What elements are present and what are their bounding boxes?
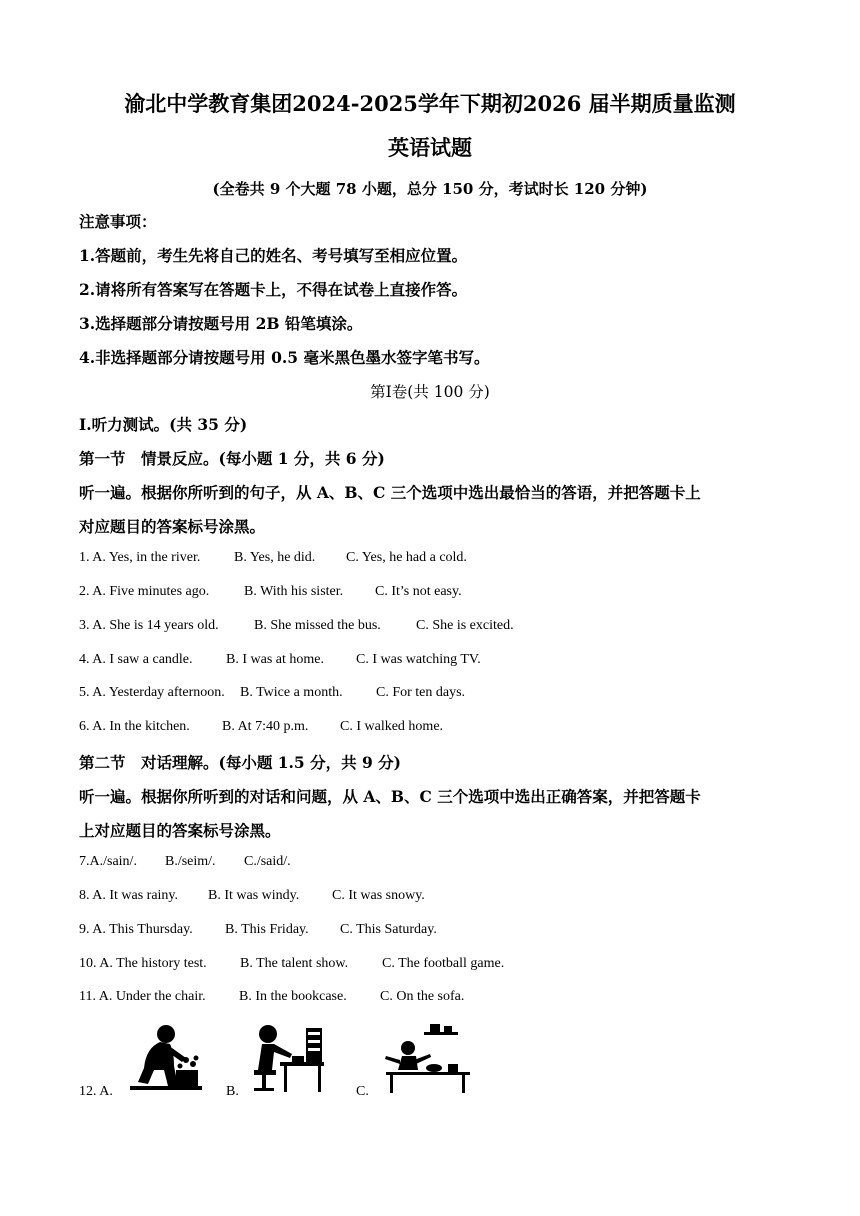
question-7 xyxy=(79,854,291,870)
option-c: C. She is excited. xyxy=(416,618,514,633)
option-b: B. She missed the bus. xyxy=(254,618,381,633)
option-b: B. With his sister. xyxy=(244,584,344,599)
sec1-instruction-cont: 对应题目的答案标号涂黑。 xyxy=(79,517,266,536)
option-b: B. Twice a month. xyxy=(240,685,343,700)
option-a: 2. A. Five minutes ago. xyxy=(79,584,210,599)
listening-section-title: Ⅰ.听力测试。(共 35 分) xyxy=(79,415,248,434)
option-c: C. The football game. xyxy=(382,956,505,971)
notice-item: 2.请将所有答案写在答题卡上，不得在试卷上直接作答。 xyxy=(79,280,468,299)
option-b: B. This Friday. xyxy=(225,922,309,937)
person-studying-icon xyxy=(244,1022,328,1096)
question-5 xyxy=(79,685,465,701)
option-c: C. It was snowy. xyxy=(332,888,425,903)
option-c: C. On the sofa. xyxy=(380,989,465,1004)
question-10 xyxy=(79,956,504,972)
question-6 xyxy=(79,719,443,735)
option-a: 5. A. Yesterday afternoon. xyxy=(79,685,225,700)
option-c: C. This Saturday. xyxy=(340,922,437,937)
option-a: 1. A. Yes, in the river. xyxy=(79,550,201,565)
option-a: 7.A./sain/. xyxy=(79,854,137,869)
option-b: B. I was at home. xyxy=(226,652,324,667)
part1-heading: 第Ⅰ卷(共 100 分) xyxy=(370,383,490,401)
question-3 xyxy=(79,618,514,634)
q12-label-c: C. xyxy=(356,1084,369,1099)
option-c: C. For ten days. xyxy=(376,685,466,700)
option-b: B. It was windy. xyxy=(208,888,300,903)
question-11 xyxy=(79,989,464,1005)
question-8 xyxy=(79,888,425,904)
sec2-instruction-cont: 上对应题目的答案标号涂黑。 xyxy=(79,821,281,840)
option-b: B./seim/. xyxy=(165,854,216,869)
option-b: B. At 7:40 p.m. xyxy=(222,719,309,734)
notice-item: 3.选择题部分请按题号用 2B 铅笔填涂。 xyxy=(79,314,363,333)
option-a: 3. A. She is 14 years old. xyxy=(79,618,219,633)
option-a: 9. A. This Thursday. xyxy=(79,922,193,937)
q12-label-b: B. xyxy=(226,1084,239,1099)
notice-heading: 注意事项： xyxy=(79,212,157,231)
option-b: B. Yes, he did. xyxy=(234,550,316,565)
subject-title: 英语试题 xyxy=(388,135,472,160)
option-a: 10. A. The history test. xyxy=(79,956,207,971)
person-cooking-icon xyxy=(378,1020,476,1096)
option-b: B. The talent show. xyxy=(240,956,349,971)
exam-info: (全卷共 9 个大题 78 小题，总分 150 分，考试时长 120 分钟) xyxy=(212,180,648,198)
question-1 xyxy=(79,550,467,566)
sec2-instruction: 听一遍。根据你所听到的对话和问题，从 A、B、C 三个选项中选出正确答案，并把答题卡 xyxy=(79,787,701,806)
option-c: C. It’s not easy. xyxy=(375,584,462,599)
option-a: 8. A. It was rainy. xyxy=(79,888,179,903)
question-2 xyxy=(79,584,462,600)
exam-title: 渝北中学教育集团2024-2025学年下期初2026 届半期质量监测 xyxy=(124,91,736,116)
sec1-instruction: 听一遍。根据你所听到的句子，从 A、B、C 三个选项中选出最恰当的答语，并把答题卡上 xyxy=(79,483,701,502)
sec1-title: 第一节 情景反应。(每小题 1 分，共 6 分) xyxy=(79,449,385,468)
option-a: 11. A. Under the chair. xyxy=(79,989,206,1004)
option-a: 4. A. I saw a candle. xyxy=(79,652,193,667)
question-9 xyxy=(79,922,437,938)
option-b: B. In the bookcase. xyxy=(239,989,347,1004)
sec2-title: 第二节 对话理解。(每小题 1.5 分，共 9 分) xyxy=(79,753,402,772)
option-c: C./said/. xyxy=(244,854,291,869)
notice-item: 4.非选择题部分请按题号用 0.5 毫米黑色墨水签字笔书写。 xyxy=(79,348,490,367)
option-a: 6. A. In the kitchen. xyxy=(79,719,190,734)
notice-item: 1.答题前，考生先将自己的姓名、考号填写至相应位置。 xyxy=(79,246,468,265)
option-c: C. I walked home. xyxy=(340,719,444,734)
option-c: C. I was watching TV. xyxy=(356,652,481,667)
person-gardening-icon xyxy=(124,1022,206,1094)
option-c: C. Yes, he had a cold. xyxy=(346,550,467,565)
q12-label-a: 12. A. xyxy=(79,1084,113,1099)
question-4 xyxy=(79,652,481,668)
